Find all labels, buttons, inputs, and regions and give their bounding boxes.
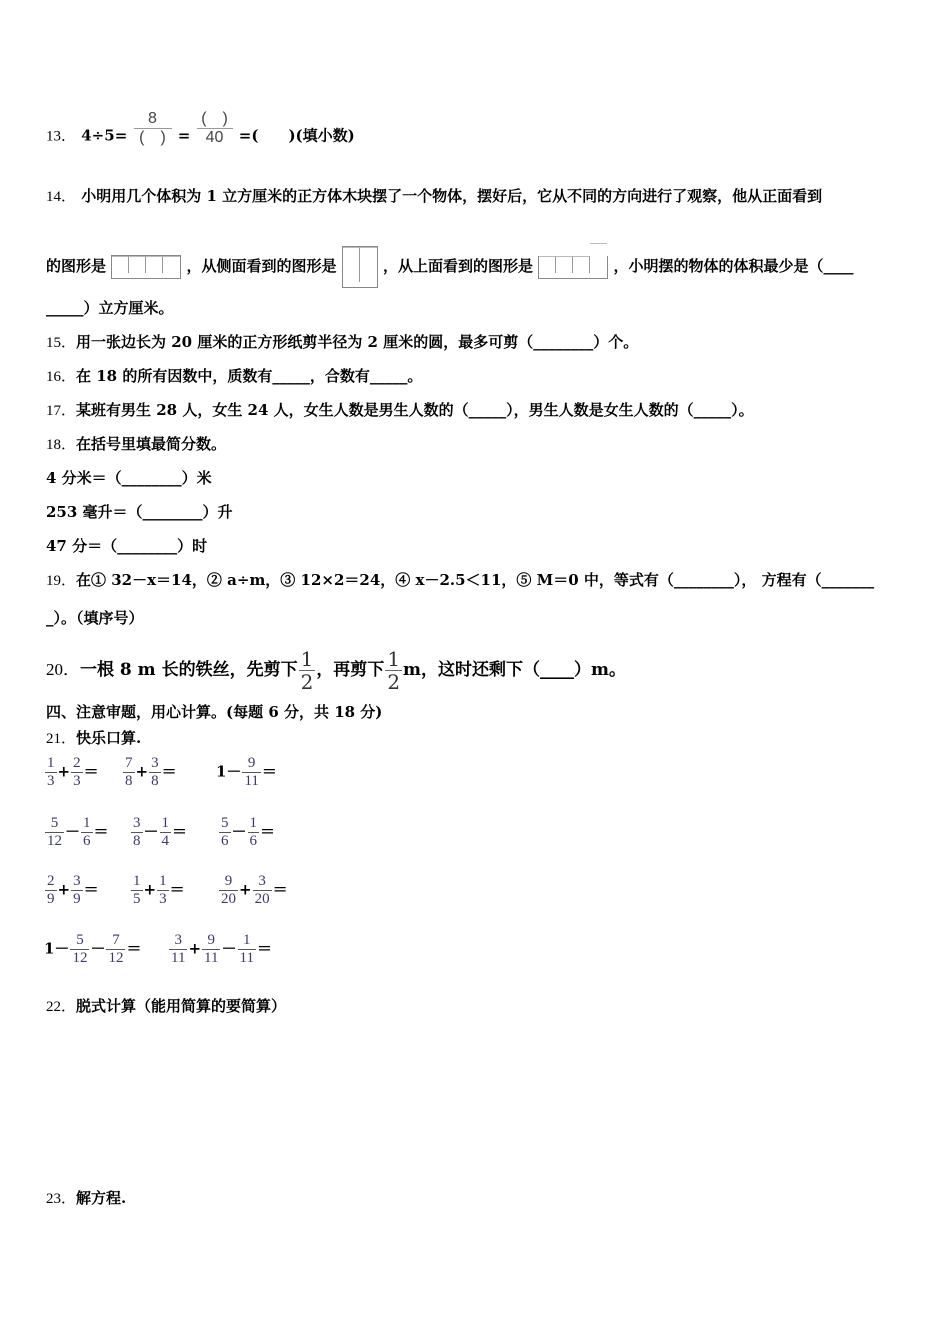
fraction xyxy=(45,815,64,850)
q14-line3: _____）立方厘米。 xyxy=(46,299,174,317)
section-4-heading: 四、注意审题，用心计算。(每题 6 分，共 18 分) xyxy=(46,703,383,721)
q19-line2: _）。（填序号） xyxy=(46,609,144,627)
op: － xyxy=(90,939,106,958)
den: 8 xyxy=(151,773,159,789)
fraction xyxy=(45,873,57,908)
den: 11 xyxy=(171,950,186,966)
fraction xyxy=(106,932,125,967)
fraction xyxy=(71,755,83,790)
question-22 xyxy=(46,996,286,1017)
den: 20 xyxy=(254,891,270,907)
calc-r1-3 xyxy=(216,755,277,790)
den: 12 xyxy=(108,950,124,966)
calc-r1-2 xyxy=(122,755,177,790)
den: 12 xyxy=(72,950,88,966)
question-14-line2 xyxy=(46,246,853,288)
q13-f2-num: ( ) xyxy=(197,110,233,129)
den: 9 xyxy=(47,891,55,907)
num: 9 xyxy=(219,873,238,891)
fraction xyxy=(248,815,260,850)
calc-r2-2 xyxy=(130,815,187,850)
q22-text: 脱式计算（能用简算的要简算） xyxy=(76,997,287,1015)
side-view-diagram xyxy=(342,246,378,288)
calc-r3-3 xyxy=(218,873,288,908)
q18-row-3: 47 分＝（________）时 xyxy=(46,537,208,555)
den: 4 xyxy=(161,833,170,849)
q13-f2-den: 40 xyxy=(205,129,224,146)
q18-label: 18． xyxy=(46,437,77,453)
question-14-line3 xyxy=(46,298,174,318)
num: 1 xyxy=(238,932,256,950)
calc-r2-3 xyxy=(218,815,275,850)
question-20 xyxy=(46,648,626,693)
num: 1 xyxy=(47,755,55,771)
q18-text: 在括号里填最简分数。 xyxy=(76,435,227,453)
q15-label: 15． xyxy=(46,335,77,351)
eq: ＝ xyxy=(256,939,272,958)
question-15 xyxy=(46,332,638,353)
eq: ＝ xyxy=(169,880,185,899)
question-14-line1 xyxy=(46,186,822,207)
op: － xyxy=(231,822,247,841)
question-17 xyxy=(46,400,754,421)
q20-a: 一根 8 m 长的铁丝，先剪下 xyxy=(80,660,298,680)
fraction xyxy=(157,873,169,908)
num: 1 xyxy=(133,873,141,889)
q13-equals: = xyxy=(177,126,191,145)
num: 5 xyxy=(70,932,89,950)
eq: ＝ xyxy=(172,822,188,841)
q20-f1-den: 2 xyxy=(300,670,314,694)
eq: ＝ xyxy=(272,880,288,899)
den: 9 xyxy=(73,891,81,907)
num: 1 xyxy=(83,815,91,831)
fraction xyxy=(242,755,260,790)
eq: ＝ xyxy=(93,822,109,841)
q14-b: ，从侧面看到的图形是 xyxy=(186,257,337,275)
q14-d: ，小明摆的物体的体积最少是（____ xyxy=(613,257,854,275)
eq: ＝ xyxy=(83,880,99,899)
num: 9 xyxy=(202,932,220,950)
q18-row-1: 4 分米＝（________）米 xyxy=(46,469,212,487)
fraction xyxy=(70,932,89,967)
q22-label: 22． xyxy=(46,999,77,1015)
front-view-diagram xyxy=(111,255,181,279)
question-19 xyxy=(46,570,874,591)
calc-r3-2 xyxy=(130,873,185,908)
fraction xyxy=(219,815,231,850)
q20-label: 20． xyxy=(46,660,80,679)
fraction xyxy=(169,932,187,967)
q14-label: 14． xyxy=(46,189,77,205)
eq: ＝ xyxy=(260,822,276,841)
q20-fraction-2 xyxy=(385,648,402,693)
q14-text: 小明用几个体积为 1 立方厘米的正方体木块摆了一个物体，摆好后，它从不同的方向进行了观察，他从正面看到 xyxy=(81,187,823,205)
den: 8 xyxy=(133,833,141,849)
op: + xyxy=(239,880,252,899)
den: 3 xyxy=(47,773,55,789)
q13-label: 13． xyxy=(46,128,77,145)
q20-f1-num: 1 xyxy=(300,647,314,671)
fraction xyxy=(238,932,256,967)
num: 2 xyxy=(73,755,81,771)
fraction xyxy=(81,815,93,850)
q16-text: 在 18 的所有因数中，质数有_____，合数有_____。 xyxy=(76,367,423,385)
q14-c: ，从上面看到的图形是 xyxy=(382,257,533,275)
calc-r3-1 xyxy=(44,873,99,908)
calc-r4-1 xyxy=(44,932,141,967)
num: 7 xyxy=(106,932,125,950)
q13-fraction-1 xyxy=(134,110,172,147)
num: 5 xyxy=(45,815,64,833)
fraction xyxy=(253,873,272,908)
op: － xyxy=(221,939,237,958)
q21-label: 21． xyxy=(46,731,77,747)
num: 3 xyxy=(133,815,141,831)
q16-label: 16． xyxy=(46,369,77,385)
q23-text: 解方程. xyxy=(76,1189,127,1207)
den: 8 xyxy=(125,773,133,789)
q13-f1-den: ( ) xyxy=(139,129,166,146)
op: + xyxy=(57,762,71,781)
eq: ＝ xyxy=(261,762,277,781)
q20-c: m，这时还剩下（____）m。 xyxy=(403,660,627,680)
calc-r4-2 xyxy=(168,932,272,967)
fraction xyxy=(71,873,83,908)
num: 3 xyxy=(151,755,159,771)
op: + xyxy=(143,880,157,899)
q17-label: 17． xyxy=(46,403,77,419)
den: 11 xyxy=(244,773,259,789)
calc-r2-1 xyxy=(44,815,109,850)
num: 9 xyxy=(242,755,260,773)
question-21 xyxy=(46,728,141,749)
q20-f2-num: 1 xyxy=(387,647,401,671)
num: 3 xyxy=(169,932,187,950)
eq: ＝ xyxy=(126,939,142,958)
question-23 xyxy=(46,1188,126,1209)
fraction xyxy=(149,755,161,790)
calc-r1-1 xyxy=(44,755,99,790)
q19-text: 在① 32－x＝14，② a÷m，③ 12×2＝24，④ x－2.5＜11，⑤ M＝0 中，等式有（________）， 方程有（_______ xyxy=(76,571,875,589)
pre: 1－ xyxy=(44,939,70,958)
den: 6 xyxy=(221,833,229,849)
q20-b: ，再剪下 xyxy=(316,660,385,680)
q18-row-2: 253 毫升＝（________）升 xyxy=(46,503,233,521)
op: + xyxy=(188,939,202,958)
q17-text: 某班有男生 28 人，女生 24 人，女生人数是男生人数的（_____），男生人数是女生人数的（_____）。 xyxy=(76,401,754,419)
q23-label: 23． xyxy=(46,1191,77,1207)
op: － xyxy=(143,822,159,841)
den: 11 xyxy=(204,950,219,966)
question-16 xyxy=(46,366,422,387)
num: 7 xyxy=(125,755,133,771)
q13-fraction-2 xyxy=(197,110,233,147)
den: 6 xyxy=(83,833,91,849)
num: 1 xyxy=(161,815,170,831)
q13-f1-num: 8 xyxy=(134,110,172,129)
num: 2 xyxy=(47,873,55,889)
num: 1 xyxy=(249,815,258,831)
q20-f2-den: 2 xyxy=(387,670,401,694)
q15-text: 用一张边长为 20 厘米的正方形纸剪半径为 2 厘米的圆，最多可剪（________）个。 xyxy=(76,333,639,351)
question-13 xyxy=(46,110,355,155)
den: 12 xyxy=(47,833,62,849)
num: 1 xyxy=(159,873,167,889)
den: 6 xyxy=(249,833,258,849)
fraction xyxy=(131,815,143,850)
eq: ＝ xyxy=(161,762,177,781)
q21-text: 快乐口算. xyxy=(76,729,142,747)
question-18 xyxy=(46,434,226,455)
pre: 1－ xyxy=(216,762,242,781)
op: － xyxy=(65,822,81,841)
fraction xyxy=(219,873,238,908)
op: + xyxy=(135,762,149,781)
fraction xyxy=(45,755,57,790)
den: 20 xyxy=(221,891,236,907)
q19-label: 19． xyxy=(46,573,77,589)
num: 3 xyxy=(73,873,81,889)
eq: ＝ xyxy=(83,762,99,781)
q20-fraction-1 xyxy=(299,648,316,693)
q13-lead: 4÷5= xyxy=(81,126,128,145)
q14-a: 的图形是 xyxy=(46,257,107,275)
q13-tail: =( )(填小数) xyxy=(238,126,355,145)
den: 3 xyxy=(73,773,81,789)
fraction xyxy=(123,755,135,790)
op: + xyxy=(57,880,71,899)
num: 5 xyxy=(221,815,229,831)
den: 5 xyxy=(133,891,141,907)
den: 3 xyxy=(159,891,167,907)
fraction xyxy=(202,932,220,967)
top-view-diagram xyxy=(538,256,608,279)
num: 3 xyxy=(253,873,272,891)
fraction xyxy=(160,815,172,850)
fraction xyxy=(131,873,143,908)
den: 11 xyxy=(239,950,254,966)
